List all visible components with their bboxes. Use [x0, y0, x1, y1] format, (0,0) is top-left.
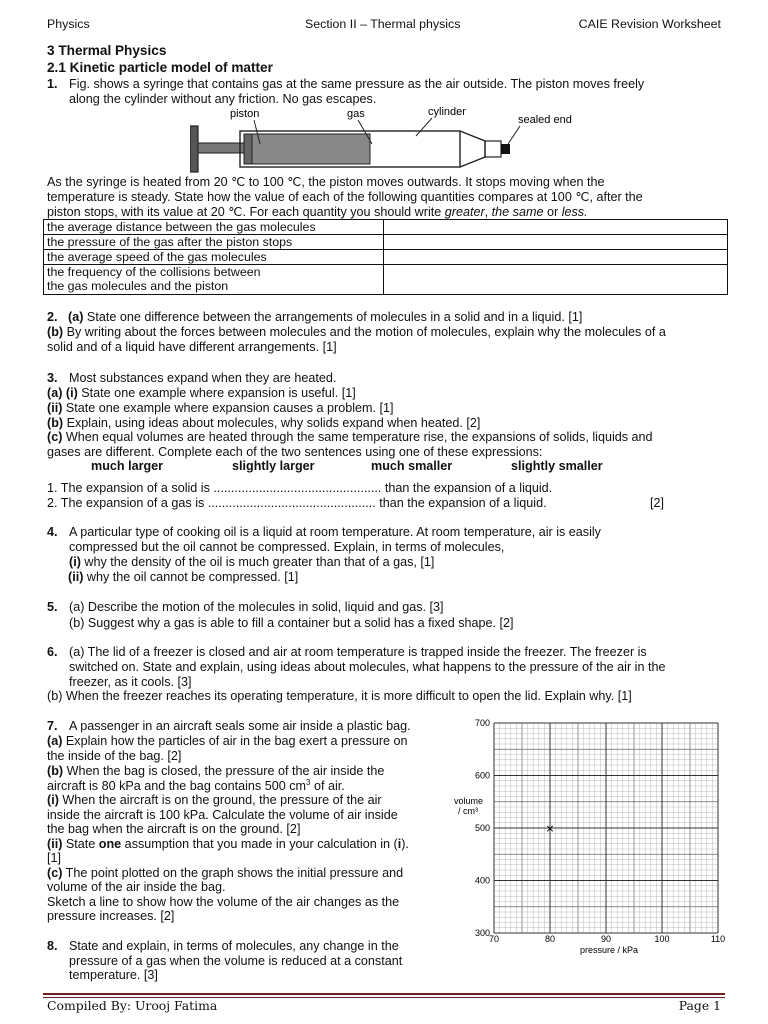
q7-b2-pre: aircraft is 80 kPa and the bag contains 500 cm — [47, 779, 307, 793]
label-piston: piston — [230, 108, 260, 120]
answer-cell[interactable] — [384, 250, 728, 265]
q3-c-text: When equal volumes are heated through the same temperature rise, the expansions of solids, liquids and — [62, 430, 653, 444]
q1-heat3-sep: , — [484, 205, 492, 219]
q3-c-label: (c) — [47, 430, 63, 444]
q2-a-label: (a) — [68, 310, 84, 324]
q1-word-greater: greater — [444, 205, 485, 219]
pressure-volume-graph[interactable] — [448, 716, 730, 961]
page-footer — [47, 998, 721, 1013]
x-tick-label: 80 — [544, 934, 556, 944]
header-section: Section II – Thermal physics — [305, 17, 461, 31]
y-axis-unit: / cm³ — [458, 806, 478, 816]
q7-c-text1: The point plotted on the graph shows the initial pressure and — [62, 866, 404, 880]
q4-ii — [47, 570, 721, 585]
table-row — [44, 235, 728, 250]
q1-intro-line2: along the cylinder without any friction. No gas escapes. — [69, 92, 377, 106]
q3-number: 3. — [47, 371, 58, 385]
q1-heat-line1: As the syringe is heated from 20 ℃ to 100 ℃, the piston moves outwards. It stops moving when the — [47, 175, 605, 189]
q7-intro-text: A passenger in an aircraft seals some air inside a plastic bag. — [69, 719, 411, 733]
q7-c4: pressure increases. [2] — [47, 909, 175, 923]
q7-i3: the bag when the aircraft is on the ground. [2] — [47, 822, 301, 836]
table-cell-quantity: the average distance between the gas molecules — [44, 220, 384, 235]
label-sealed-end: sealed end — [518, 114, 572, 126]
q8-text1: State and explain, in terms of molecules, any change in the — [69, 939, 399, 953]
q6-number: 6. — [47, 645, 58, 659]
q3-intro — [47, 371, 721, 386]
q7-a-text1: Explain how the particles of air in the bag exert a pressure on — [62, 734, 408, 748]
q7-number: 7. — [47, 719, 58, 733]
q4-i-text: why the density of the oil is much greater than that of a gas, [1] — [80, 555, 435, 569]
q7-ii-label: (ii) — [47, 837, 63, 851]
q7-b2-post: of air. — [310, 779, 345, 793]
q1-heat-line2: temperature is steady. State how the value of each of the following quantities compares at 100 ℃, after the — [47, 190, 643, 204]
q7-ii-end: ). — [401, 837, 409, 851]
q6-text1: (a) The lid of a freezer is closed and air at room temperature is trapped inside the freezer. The freezer is — [69, 645, 647, 659]
q1-answer-table — [43, 219, 728, 295]
q4-line1 — [47, 525, 721, 540]
answer-cell[interactable] — [384, 265, 728, 295]
q7-c3: Sketch a line to show how the volume of the air changes as the — [47, 895, 400, 909]
q1-heat-line3 — [47, 205, 721, 220]
footer-rule — [43, 993, 725, 995]
x-tick-label: 100 — [654, 934, 670, 944]
q8-number: 8. — [47, 939, 58, 953]
q3-sentence1: 1. The expansion of a solid is ................................................ than the expansion of a liquid. — [47, 481, 553, 495]
q1-number: 1. — [47, 77, 58, 91]
q7-a-label: (a) — [47, 734, 63, 748]
table-cell-quantity: the pressure of the gas after the piston stops — [44, 235, 384, 250]
q4-ii-label: (ii) — [68, 570, 84, 584]
q3-aii-text: State one example where expansion causes a problem. [1] — [62, 401, 394, 415]
graph-tick-labels — [475, 718, 725, 944]
q5-number: 5. — [47, 600, 58, 614]
q2-a-text: State one difference between the arrangements of molecules in a solid and in a liquid. [1] — [83, 310, 583, 324]
y-tick-label: 300 — [474, 928, 490, 938]
q7-ii-marks: [1] — [47, 851, 62, 865]
q3-c-line2: gases are different. Complete each of the two sentences using one of these expressions: — [47, 445, 543, 459]
q3-intro-text: Most substances expand when they are heated. — [69, 371, 337, 385]
q3-ai-label: (a) (i) — [47, 386, 78, 400]
q5-a — [47, 600, 721, 615]
q6-b: (b) When the freezer reaches its operating temperature, it is more difficult to open the lid. Explain why. [1] — [47, 689, 632, 703]
q2-b — [47, 325, 721, 340]
q1-intro-line1 — [47, 77, 721, 92]
q8-line3: temperature. [3] — [69, 968, 158, 982]
q4-i — [47, 555, 721, 570]
data-point: × — [545, 822, 555, 835]
x-axis-label: pressure / kPa — [580, 945, 639, 955]
graph-points — [545, 822, 554, 835]
y-tick-label: 500 — [474, 823, 490, 833]
header-worksheet: CAIE Revision Worksheet — [578, 17, 721, 31]
table-cell-quantity: the average speed of the gas molecules — [44, 250, 384, 265]
q4-text1: A particular type of cooking oil is a liquid at room temperature. At room temperature, air is easily — [69, 525, 601, 539]
y-axis-label: volume — [454, 796, 484, 806]
y-tick-label: 400 — [474, 875, 490, 886]
q7-c2: volume of the air inside the bag. — [47, 880, 226, 894]
q6-line3: freezer, as it cools. [3] — [69, 675, 192, 689]
q1-heat3-pre: piston stops, with its value at 20 ℃. For each quantity you should write — [47, 205, 445, 219]
table-row — [44, 265, 728, 295]
q2-b-label: (b) — [47, 325, 64, 339]
q7-b-label: (b) — [47, 764, 64, 778]
q1-word-same: the same — [491, 205, 544, 219]
q3-marks: [2] — [650, 496, 665, 510]
q7-a2: the inside of the bag. [2] — [47, 749, 182, 763]
table-row — [44, 220, 728, 235]
page-number: Page 1 — [678, 998, 721, 1013]
q7-b2-sup: 3 — [306, 777, 311, 787]
y-tick-label: 700 — [474, 718, 490, 728]
q8-line2: pressure of a gas when the volume is reduced at a constant — [69, 954, 403, 968]
word-slightly-larger: slightly larger — [232, 459, 315, 473]
word-much-smaller: much smaller — [371, 459, 453, 473]
q3-ai-text: State one example where expansion is useful. [1] — [77, 386, 356, 400]
q1-intro-text1: Fig. shows a syringe that contains gas at the same pressure as the air outside. The piston moves freely — [69, 77, 645, 91]
q3-sentence2-text: 2. The expansion of a gas is ................................................ than the expansion of a liquid. — [47, 496, 547, 510]
x-tick-label: 110 — [710, 934, 726, 944]
q7-i-label: (i) — [47, 793, 59, 807]
q6-line1 — [47, 645, 721, 660]
table-row — [44, 250, 728, 265]
syringe-diagram — [190, 104, 590, 176]
q3-aii-label: (ii) — [47, 401, 63, 415]
q2-a — [47, 310, 721, 325]
section-subtitle: 2.1 Kinetic particle model of matter — [47, 60, 273, 75]
table-cell-quantity — [44, 265, 384, 295]
q3-ai — [47, 386, 721, 401]
x-tick-label: 70 — [488, 934, 500, 944]
q2-b-line2: solid and of a liquid have different arrangements. [1] — [47, 340, 337, 354]
label-cylinder: cylinder — [428, 106, 466, 118]
q4-number: 4. — [47, 525, 58, 539]
q3-b — [47, 416, 721, 431]
q4-line2: compressed but the oil cannot be compressed. Explain, in terms of molecules, — [69, 540, 505, 554]
q7-ii-one: one — [98, 837, 122, 851]
header-subject: Physics — [47, 17, 90, 31]
q1-heat3-or: or — [543, 205, 562, 219]
q2-number: 2. — [47, 310, 58, 324]
y-tick-label: 600 — [474, 770, 490, 781]
q5-a-text: (a) Describe the motion of the molecules in solid, liquid and gas. [3] — [69, 600, 444, 614]
page-header — [47, 17, 721, 33]
q3-sentence2 — [47, 496, 721, 511]
q7-ii-mid: assumption that you made in your calculation in ( — [121, 837, 398, 851]
q1-word-less: less. — [561, 205, 588, 219]
word-much-larger: much larger — [91, 459, 164, 473]
q1-row4-line1: the frequency of the collisions between — [47, 265, 261, 279]
q6-line2: switched on. State and explain, using ideas about molecules, what happens to the pressure of the air in the — [69, 660, 666, 674]
answer-cell[interactable] — [384, 235, 728, 250]
label-gas: gas — [347, 108, 365, 120]
q1-row4-line2: the gas molecules and the piston — [47, 279, 229, 293]
q4-ii-text: why the oil cannot be compressed. [1] — [83, 570, 299, 584]
q7-i2: inside the aircraft is 100 kPa. Calculate the volume of air inside — [47, 808, 398, 822]
q7-c-label: (c) — [47, 866, 63, 880]
x-tick-label: 90 — [600, 934, 612, 944]
footer-author: Compiled By: Urooj Fatima — [47, 998, 218, 1013]
word-slightly-smaller: slightly smaller — [511, 459, 603, 473]
answer-cell[interactable] — [384, 220, 728, 235]
q3-aii — [47, 401, 721, 416]
q4-i-label: (i) — [69, 555, 81, 569]
q3-b-label: (b) — [47, 416, 64, 430]
q7-b-text1: When the bag is closed, the pressure of the air inside the — [63, 764, 385, 778]
q3-c — [47, 430, 721, 445]
q5-b: (b) Suggest why a gas is able to fill a container but a solid has a fixed shape. [2] — [69, 616, 514, 630]
q3-b-text: Explain, using ideas about molecules, why solids expand when heated. [2] — [63, 416, 481, 430]
q7-ii-i: i — [397, 837, 402, 851]
q7-i-text1: When the aircraft is on the ground, the pressure of the air — [58, 793, 382, 807]
q2-b-text: By writing about the forces between molecules and the motion of molecules, explain why the molecules of a — [63, 325, 666, 339]
q7-ii-pre: State — [62, 837, 99, 851]
section-title: 3 Thermal Physics — [47, 43, 167, 58]
